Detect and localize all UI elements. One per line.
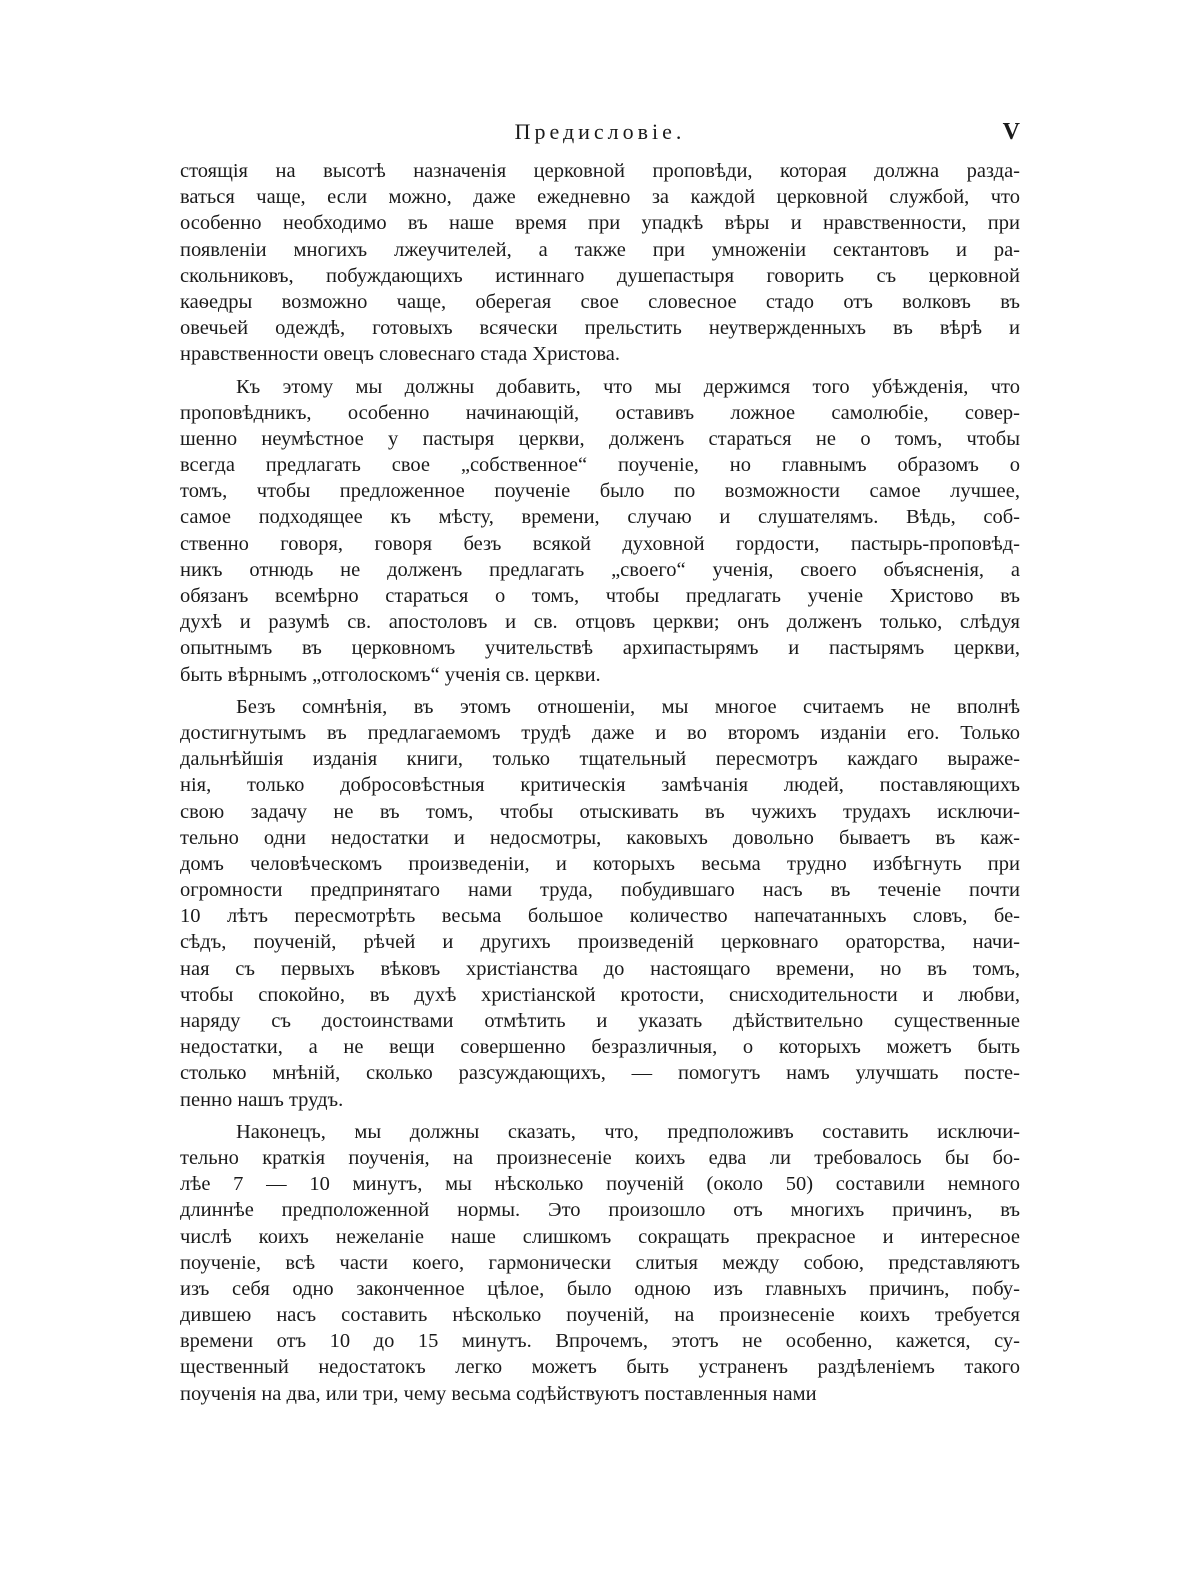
text-line: нравственности овецъ словеснаго стада Христова. [180,343,620,366]
running-title: Предисловіе. [514,119,686,144]
text-line: томъ, чтобы предложенное поученіе было по возможности самое лучшее, [180,480,1020,503]
text-line: ная съ первыхъ вѣковъ христіанства до настоящаго времени, но въ томъ, [180,957,1020,980]
text-line: тельно краткія поученія, на произнесеніе коихъ едва ли требовалось бы бо- [180,1146,1020,1169]
text-line: шенно неумѣстное у пастыря церкви, долженъ стараться не о томъ, чтобы [180,427,1020,450]
text-line: опытнымъ въ церковномъ учительствѣ архипастырямъ и пастырямъ церкви, [180,637,1020,660]
running-head [180,116,1020,148]
text-line: домъ человѣческомъ произведеніи, и которыхъ весьма трудно избѣгнуть при [180,852,1020,875]
text-line: лѣе 7 — 10 минутъ, мы нѣсколько поученій (около 50) составили немного [180,1173,1020,1196]
text-line: пенно нашъ трудъ. [180,1088,344,1111]
text-line: достигнутымъ въ предлагаемомъ трудѣ даже и во второмъ изданіи его. Только [180,721,1020,744]
text-line: длиннѣе предположенной нормы. Это произошло отъ многихъ причинъ, въ [180,1199,1020,1222]
paragraph [180,1119,1020,1407]
text-line: числѣ коихъ нежеланіе наше слишкомъ сокращать прекрасное и интересное [180,1225,1020,1248]
text-line: поученіе, всѣ части коего, гармонически слитыя между собою, представляютъ [180,1251,1020,1274]
text-line: нія, только добросовѣстныя критическія замѣчанія людей, поставляющихъ [180,774,1020,797]
text-line: овечьей одеждѣ, готовыхъ всячески прельстить неутвержденныхъ въ вѣрѣ и [180,317,1020,340]
paragraph [180,374,1020,688]
text-line: столько мнѣній, сколько разсуждающихъ, — помогутъ намъ улучшать посте- [180,1062,1020,1085]
paragraph [180,158,1020,368]
text-line: обязанъ всемѣрно стараться о томъ, чтобы предлагать ученіе Христово въ [180,585,1020,607]
text-line: стоящія на высотѣ назначенія церковной проповѣди, которая должна разда- [180,160,1020,182]
text-line: изъ себя одно законченное цѣлое, было одною изъ главныхъ причинъ, побу- [180,1277,1020,1300]
text-line: скольниковъ, побуждающихъ истиннаго душепастыря говорить съ церковной [180,264,1020,287]
page-number: V [1002,119,1020,145]
text-line: сѣдъ, поученій, рѣчей и другихъ произведеній церковнаго ораторства, начи- [180,931,1020,954]
text-line: щественный недостатокъ легко можетъ быть устраненъ раздѣленіемъ такого [180,1356,1020,1379]
text-line: поученія на два, или три, чему весьма содѣйствуютъ поставленныя нами [180,1382,817,1405]
text-line: недостатки, а не вещи совершенно безразличныя, о которыхъ можетъ быть [180,1036,1020,1059]
text-line: дившею насъ составить нѣсколько поученій, на произнесеніе коихъ требуется [180,1304,1020,1327]
text-line: всегда предлагать свое „собственное“ поученіе, но главнымъ образомъ о [180,454,1020,477]
text-line: огромности предпринятаго нами труда, побудившаго насъ въ теченіе почти [180,879,1020,902]
body-text [180,158,1020,1407]
text-line: тельно одни недостатки и недосмотры, каковыхъ довольно бываетъ въ каж- [180,826,1020,849]
text-line: наряду съ достоинствами отмѣтить и указать дѣйствительно существенные [180,1010,1020,1032]
text-line: Безъ сомнѣнія, въ этомъ отношеніи, мы многое считаемъ не вполнѣ [236,695,1020,718]
text-line: самое подходящее къ мѣсту, времени, случаю и слушателямъ. Вѣдь, соб- [180,506,1020,529]
text-line: Наконецъ, мы должны сказать, что, предположивъ составить исключи- [236,1120,1020,1143]
text-line: духѣ и разумѣ св. апостоловъ и св. отцовъ церкви; онъ долженъ только, слѣдуя [180,611,1020,634]
text-line: быть вѣрнымъ „отголоскомъ“ ученія св. церкви. [180,663,601,686]
text-line: появленіи многихъ лжеучителей, а также при умноженіи сектантовъ и ра- [180,238,1020,261]
text-line: ваться чаще, если можно, даже ежедневно за каждой церковной службой, что [180,186,1020,209]
text-line: чтобы спокойно, въ духѣ христіанской кротости, снисходительности и любви, [180,983,1020,1006]
text-line: дальнѣйшія изданія книги, только тщательный пересмотръ каждаго выраже- [180,748,1020,771]
text-line: никъ отнюдь не долженъ предлагать „своего“ ученія, своего объясненія, а [180,558,1020,581]
text-line: ственно говоря, говоря безъ всякой духовной гордости, пастырь-проповѣд- [180,532,1020,555]
text-line: проповѣдникъ, особенно начинающій, оставивъ ложное самолюбіе, совер- [180,401,1020,424]
text-line: каѳедры возможно чаще, оберегая свое словесное стадо отъ волковъ въ [180,290,1020,313]
text-line: особенно необходимо въ наше время при упадкѣ вѣры и нравственности, при [180,212,1020,235]
text-line: 10 лѣтъ пересмотрѣть весьма большое количество напечатанныхъ словъ, бе- [180,905,1020,928]
text-line: свою задачу не въ томъ, чтобы отыскивать въ чужихъ трудахъ исключи- [180,800,1020,823]
paragraph [180,694,1020,1113]
text-line: Къ этому мы должны добавить, что мы держимся того убѣжденія, что [236,375,1020,398]
text-line: времени отъ 10 до 15 минутъ. Впрочемъ, этотъ не особенно, кажется, су- [180,1330,1020,1353]
